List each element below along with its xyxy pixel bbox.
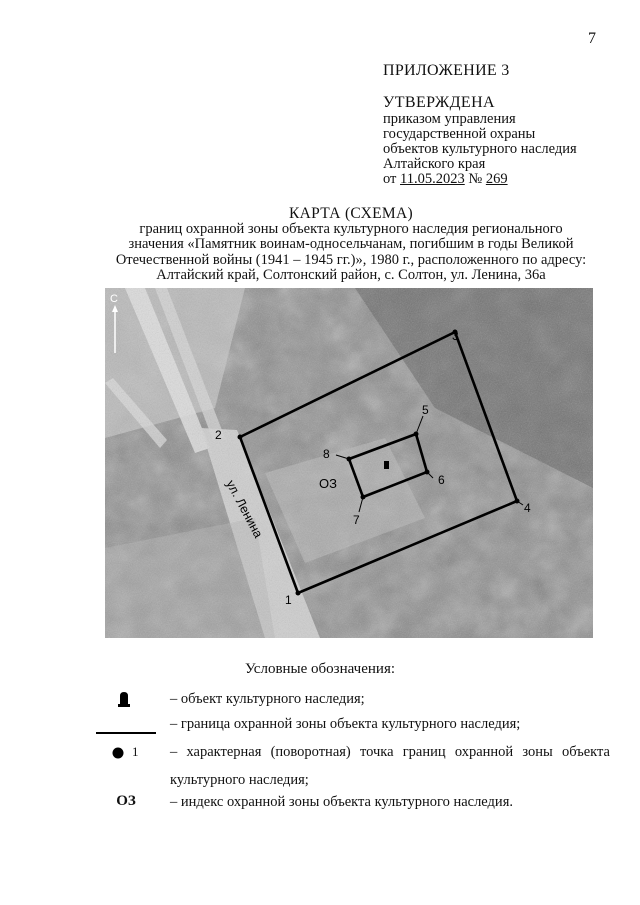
legend-text-boundary: – граница охранной зоны объекта культурного наследия; [170, 716, 521, 732]
approval-date-line [383, 172, 577, 187]
point-8-label: 8 [323, 447, 330, 461]
point-symbol-number: 1 [132, 744, 139, 759]
point-symbol [96, 745, 156, 766]
approval-block [383, 94, 577, 187]
legend-item-object [96, 685, 616, 713]
approval-line-4: Алтайского края [383, 156, 486, 172]
legend-item-zone-index [96, 788, 616, 816]
zone-index-symbol: ОЗ [116, 793, 136, 809]
legend-title: Условные обозначения: [244, 661, 396, 677]
point-7-label: 7 [353, 513, 360, 527]
approval-line-1: приказом управления [383, 111, 516, 127]
point-3-label: 3 [452, 329, 459, 343]
page-number: 7 [588, 30, 596, 47]
legend-text-object: – объект культурного наследия; [170, 691, 365, 707]
north-label: С [110, 293, 118, 305]
title-line-2: значения «Памятник воинам-односельчанам, погибшим в годы Великой [128, 236, 574, 252]
point-6-label: 6 [438, 473, 445, 487]
approval-line-3: объектов культурного наследия [383, 141, 577, 157]
legend-text-zone-index: – индекс охранной зоны объекта культурного наследия. [170, 794, 513, 810]
legend-item-boundary [96, 710, 616, 738]
approval-heading: УТВЕРЖДЕНА [383, 94, 496, 111]
point-2-label: 2 [215, 428, 222, 442]
appendix-heading: ПРИЛОЖЕНИЕ 3 [383, 62, 510, 79]
point-2-dot [238, 435, 243, 440]
document-title [96, 206, 606, 284]
aerial-map [105, 288, 593, 638]
zone-label: ОЗ [319, 476, 337, 491]
legend-text-point: – характерная (поворотная) точка границ охранной зоны объекта культурного наследия; [170, 744, 610, 788]
legend-item-point [96, 738, 616, 794]
monument-icon [96, 691, 156, 712]
title-line-3: Отечественной войны (1941 – 1945 гг.)», 1980 г., расположенного по адресу: [115, 251, 587, 268]
approval-number: 269 [485, 171, 508, 187]
date-prefix: от [383, 171, 397, 187]
number-prefix: № [468, 171, 483, 187]
street-label: ул. Ленина [223, 477, 266, 541]
approval-date: 11.05.2023 [400, 171, 465, 187]
point-1-dot [296, 591, 301, 596]
title-line-1: границ охранной зоны объекта культурного наследия регионального [139, 220, 563, 237]
heritage-object-marker [384, 461, 389, 469]
title-line-4: Алтайский край, Солтонский район, с. Солтон, ул. Ленина, 36а [156, 267, 546, 283]
point-5-label: 5 [422, 403, 429, 417]
title-main: КАРТА (СХЕМА) [289, 205, 413, 222]
approval-line-2: государственной охраны [383, 126, 536, 142]
point-1-label: 1 [285, 593, 292, 607]
point-4-label: 4 [524, 501, 531, 515]
